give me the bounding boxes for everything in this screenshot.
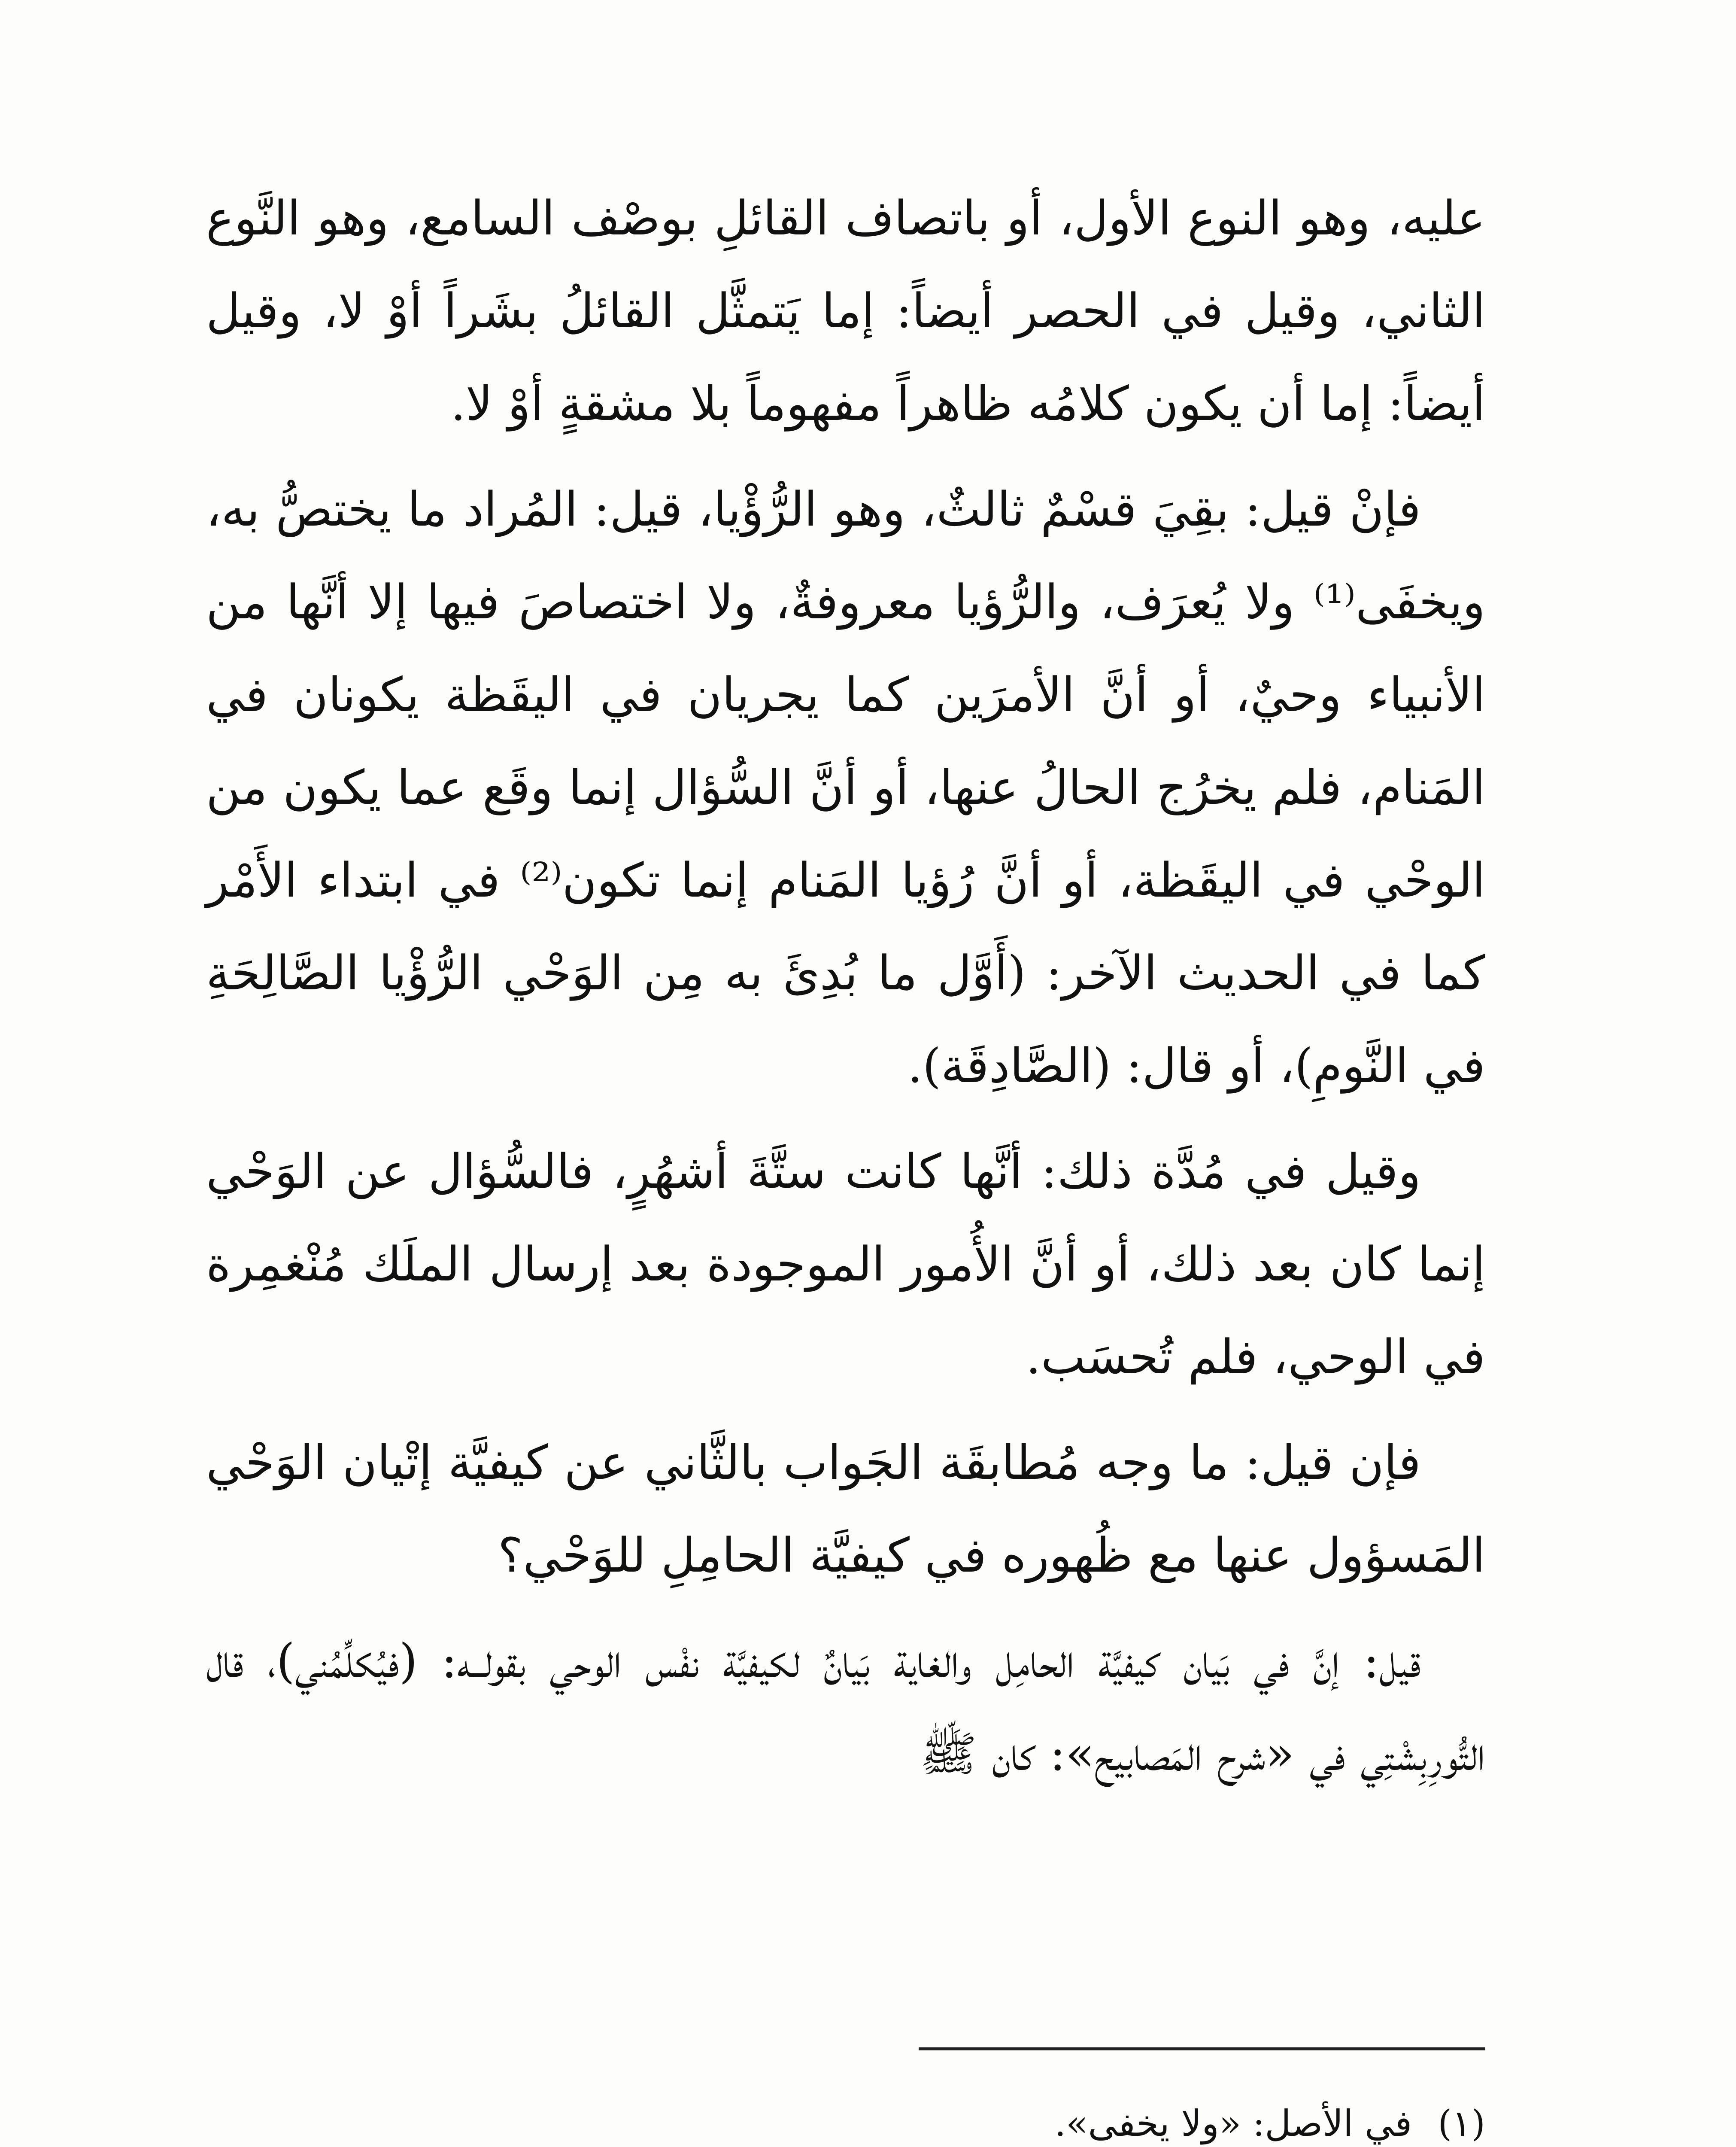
footnote-1 (206, 2087, 1485, 2147)
footnote-text: في الأصل: «ولا يخفى». (1054, 2102, 1412, 2144)
paragraph-5: قيل: إنَّ في بَيان كيفيَّة الحامِل والغاية بَيانٌ لكيفيَّة نفْس الوحي بقولــه: (فيُكلِّمُني)، قال التُّورِبِشْتِي في «شرح المَصابيح»: كان ﷺ (206, 1633, 1485, 1781)
paragraph-2: فإنْ قيل: بقِيَ قسْمٌ ثالثٌ، وهو الرُّؤْيا، قيل: المُراد ما يختصُّ به، ويخفَى⁽¹⁾ ولا يُعرَف، والرُّؤيا معروفةٌ، ولا اختصاصَ فيها إلا أنَّها من الأنبياء وحيٌ، أو أنَّ الأمرَين كما يجريان في اليقَظة يكونان في المَنام، فلم يخرُج الحالُ عنها، أو أنَّ السُّؤال إنما وقَع عما يكون من الوحْي في اليقَظة، أو أنَّ رُؤيا المَنام إنما تكون⁽²⁾ في ابتداء الأَمْر كما في الحديث الآخر: (أَوَّل ما بُدِئَ به مِن الوَحْي الرُّؤْيا الصَّالِحَةِ في النَّومِ)، أو قال: (الصَّادِقَة). (206, 482, 1485, 1093)
main-text (206, 172, 1485, 1800)
paragraph-1: عليه، وهو النوع الأول، أو باتصاف القائلِ بوصْف السامع، وهو النَّوع الثاني، وقيل في الحصر أيضاً: إما يَتمثَّل القائلُ بشَراً أوْ لا، وقيل أيضاً: إما أن يكون كلامُه ظاهراً مفهوماً بلا مشقةٍ أوْ لا. (206, 191, 1485, 431)
footnote-separator (919, 2047, 1485, 2050)
paragraph-3: وقيل في مُدَّة ذلك: أنَّها كانت ستَّةَ أشهُرٍ، فالسُّؤال عن الوَحْي إنما كان بعد ذلك، أو أنَّ الأُمور الموجودة بعد إرسال الملَك مُنْغمِرة في الوحي، فلم تُحسَب. (206, 1144, 1485, 1384)
footnote-number: (١) (1438, 2102, 1485, 2144)
footnotes (206, 2087, 1485, 2147)
paragraph-4: فإن قيل: ما وجه مُطابقَة الجَواب بالثَّاني عن كيفيَّة إتْيان الوَحْي المَسؤول عنها مع ظُهوره في كيفيَّة الحامِلِ للوَحْي؟ (206, 1435, 1485, 1583)
